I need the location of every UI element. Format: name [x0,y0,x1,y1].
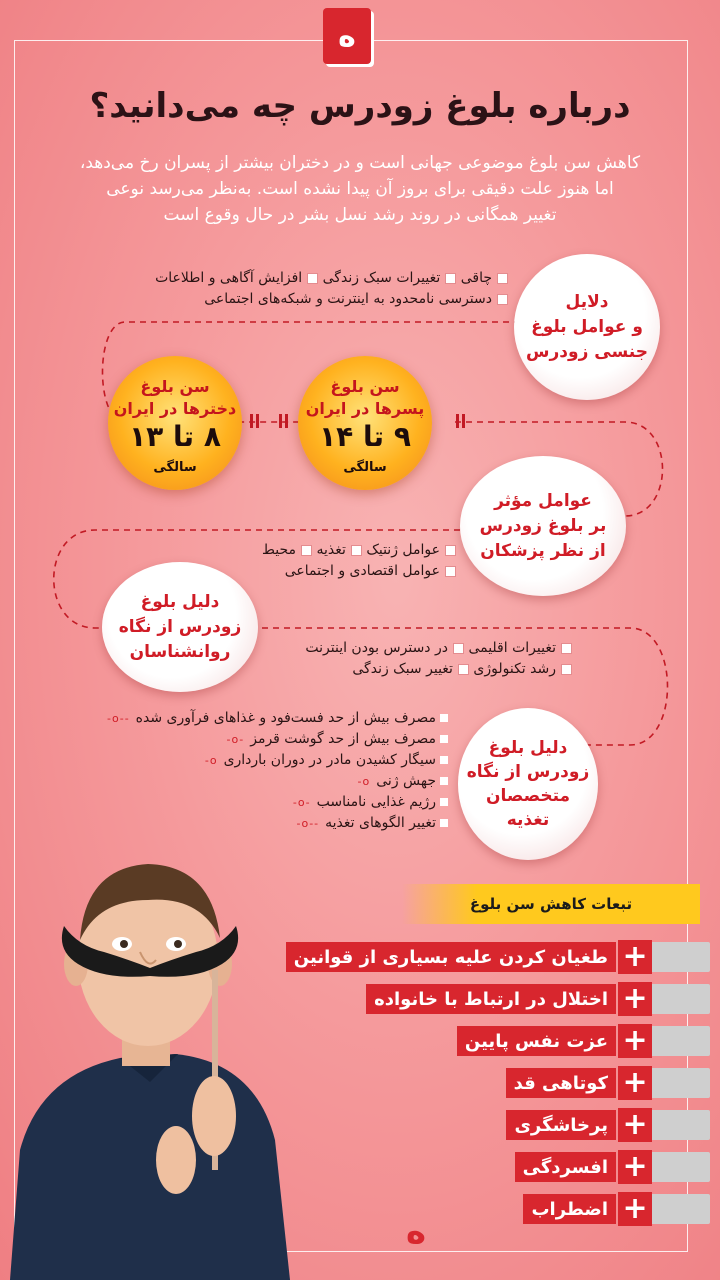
list-item: افزایش آگاهی و اطلاعات [155,270,318,286]
consequence-row [270,1192,710,1226]
bullet-square [497,294,508,305]
plus-icon: + [618,982,652,1016]
bullet-square [440,714,448,722]
list-line: جهش ژنیo- [107,771,448,792]
psych-list [305,638,572,680]
list-line [155,268,508,289]
consequence-label: اضطراب [523,1194,616,1224]
bullet-square [561,643,572,654]
list-line: سیگار کشیدن مادر در دوران بارداریo- [107,750,448,771]
connector-dashes: o- [357,775,371,788]
plus-icon: + [618,1024,652,1058]
bullet-square [440,777,448,785]
page-title: درباره بلوغ زودرس چه می‌دانید؟ [89,86,631,126]
bullet-square [440,756,448,764]
girls-age-range: ۸ تا ۱۳ [129,420,221,453]
list-item: عوامل ژنتیک [366,542,456,558]
connector-dashes: -o- [292,796,311,809]
girls-age-heading: سن بلوغ دخترها در ایران [113,377,237,418]
boys-age-unit: سالگی [343,460,387,475]
bullet-square [440,735,448,743]
boys-age-range: ۹ تا ۱۴ [319,420,411,453]
bullet-square [351,545,362,556]
reasons-list [155,268,508,310]
consequences-title-banner: تبعات کاهش سن بلوغ [402,884,700,924]
consequence-row [270,1150,710,1184]
intro-line: کاهش سن بلوغ موضوعی جهانی است و در دختران بیشتر از پسران رخ می‌دهد، [79,153,641,173]
plus-icon: + [618,1150,652,1184]
list-item: تغذیه [316,542,361,558]
consequences-list [270,940,710,1234]
bullet-square [445,273,456,284]
consequence-label: طغیان کردن علیه بسیاری از قوانین [286,942,616,972]
connector-dashes: --o- [296,817,320,830]
bullet-square [453,643,464,654]
list-line: مصرف بیش از حد گوشت قرمز-o- [107,729,448,750]
intro-line: تغییر همگانی در روند رشد نسل بشر در حال وقوع است [163,205,557,225]
list-line: رژیم غذایی نامناسب-o- [107,792,448,813]
connector-dashes: -o- [226,733,245,746]
consequence-label: اختلال در ارتباط با خانواده [366,984,616,1014]
bullet-square [445,566,456,577]
boy-with-mustache-illustration [0,820,300,1280]
consequence-row [270,940,710,974]
doctors-list [262,540,456,582]
list-item: رشد تکنولوژی [473,661,572,677]
plus-icon: + [618,1108,652,1142]
list-item: عوامل اقتصادی و اجتماعی [285,563,456,579]
list-item: تغییرات اقلیمی [468,640,572,656]
bullet-square [440,819,448,827]
plus-icon: + [618,940,652,974]
list-line [155,289,508,310]
list-line [305,659,572,680]
bullet-square [497,273,508,284]
girls-age-circle [108,356,242,490]
list-item: دسترسی نامحدود به اینترنت و شبکه‌های اجتماعی [204,291,508,307]
psych-circle: دلیل بلوغ زودرس از نگاه روانشناسان [102,562,258,692]
publisher-logo-bottom: ه [405,1212,427,1252]
intro-line: اما هنوز علت دقیقی برای بروز آن پیدا نشده است. به‌نظر می‌رسد نوعی [106,179,614,199]
girls-age-unit: سالگی [153,460,197,475]
consequence-label: پرخاشگری [506,1110,616,1140]
list-line: تغییر الگوهای تغذیه--o- [107,813,448,834]
consequence-label: کوتاهی قد [506,1068,616,1098]
list-line [305,638,572,659]
list-item: محیط [262,542,312,558]
nutrition-circle: دلیل بلوغ زودرس از نگاه متخصصان تغذیه [458,708,598,860]
list-line [262,540,456,561]
consequence-row [270,1066,710,1100]
boys-age-circle [298,356,432,490]
connector-dashes: --o- [107,712,130,725]
list-line [262,561,456,582]
consequence-row [270,982,710,1016]
publisher-logo: ه [323,8,371,64]
consequence-label: افسردگی [515,1152,616,1182]
plus-icon: + [618,1192,652,1226]
list-line: مصرف بیش از حد فست‌فود و غذاهای فرآوری شده--o- [107,708,448,729]
consequence-row [270,1024,710,1058]
plus-icon: + [618,1066,652,1100]
connector-dashes: o- [204,754,218,767]
bullet-square [307,273,318,284]
bullet-square [445,545,456,556]
doctors-circle: عوامل مؤثر بر بلوغ زودرس از نظر پزشکان [460,456,626,596]
bullet-square [301,545,312,556]
bullet-square [561,664,572,675]
list-item: تغییرات سبک زندگی [323,270,457,286]
list-item: تغییر سبک زندگی [352,661,469,677]
consequence-label: عزت نفس پایین [457,1026,616,1056]
bullet-square [440,798,448,806]
reasons-circle: دلایل و عوامل بلوغ جنسی زودرس [514,254,660,400]
nutrition-list [107,708,448,834]
list-item: در دسترس بودن اینترنت [305,640,464,656]
bullet-square [458,664,469,675]
list-item: چاقی [461,270,508,286]
boys-age-heading: سن بلوغ پسرها در ایران [305,377,425,418]
consequence-row [270,1108,710,1142]
